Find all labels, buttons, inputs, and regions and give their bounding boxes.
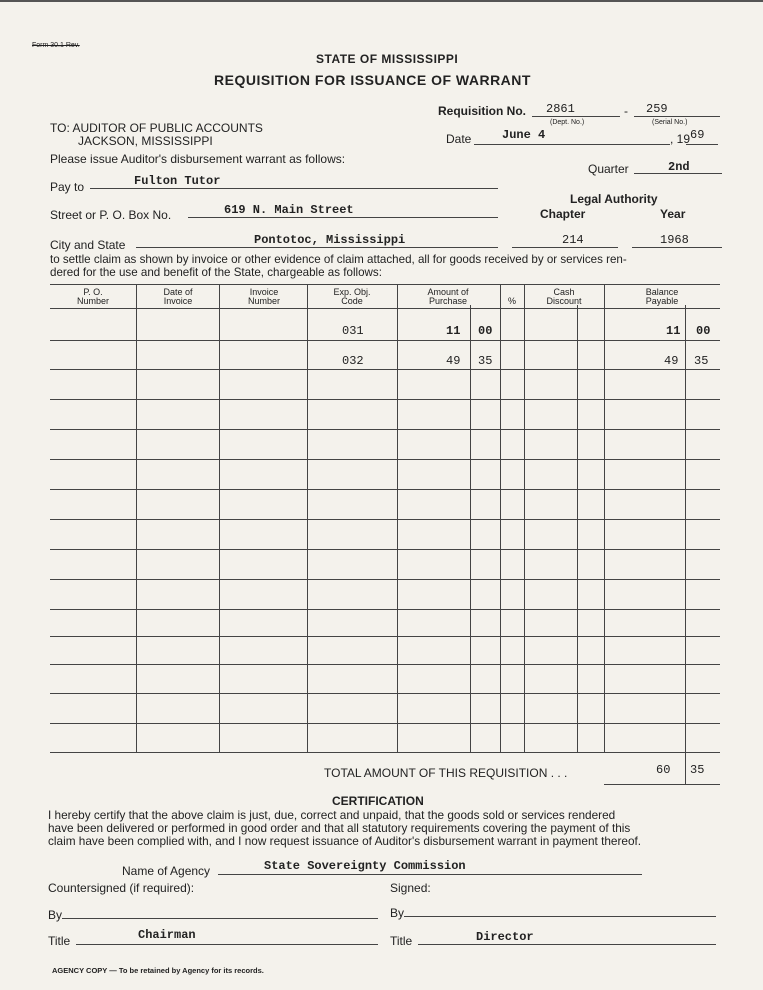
city-line — [136, 247, 498, 248]
row2-balance-dollars: 49 — [664, 354, 679, 368]
date-value: June 4 — [502, 128, 546, 142]
legal-authority-heading: Legal Authority — [570, 192, 658, 206]
date-label: Date — [446, 132, 472, 146]
agency-line — [218, 874, 642, 875]
col-divider — [219, 284, 220, 752]
countersigned-label: Countersigned (if required): — [48, 881, 195, 895]
by2-label: By — [390, 906, 405, 920]
page-title: REQUISITION FOR ISSUANCE OF WARRANT — [214, 72, 531, 88]
requisition-dash: - — [624, 104, 628, 118]
row-divider — [50, 429, 720, 430]
street-label: Street or P. O. Box No. — [50, 208, 172, 222]
row-divider — [50, 664, 720, 665]
to-city: JACKSON, MISSISSIPPI — [78, 134, 213, 148]
row1-exp-code: 031 — [342, 324, 364, 338]
authority-year-line — [632, 247, 722, 248]
total-cents: 35 — [690, 763, 705, 777]
dept-no-caption: (Dept. No.) — [550, 119, 585, 126]
pay-to-line — [90, 188, 498, 189]
row1-balance-cents: 00 — [696, 324, 711, 338]
certification-line3: claim have been complied with, and I now request issuance of Auditor's disbursement warrant in payment thereof. — [48, 834, 642, 848]
title2-label: Title — [390, 934, 413, 948]
col-divider — [470, 305, 471, 752]
header-exp-code: Exp. Obj. Code — [333, 287, 371, 306]
by-label: By — [48, 908, 63, 922]
header-cash-discount: Cash Discount — [546, 287, 582, 306]
row-divider — [50, 579, 720, 580]
serial-no-caption: (Serial No.) — [652, 119, 688, 126]
row-divider — [50, 489, 720, 490]
row-divider — [50, 549, 720, 550]
city-value: Pontotoc, Mississippi — [254, 233, 406, 247]
row-divider — [50, 636, 720, 637]
date-year-prefix: , 19 — [670, 132, 691, 146]
col-divider — [524, 284, 525, 752]
total-line — [604, 784, 720, 785]
row2-exp-code: 032 — [342, 354, 364, 368]
street-value: 619 N. Main Street — [224, 203, 354, 217]
chapter-line — [512, 247, 618, 248]
year-label: Year — [660, 207, 686, 221]
serial-no-value: 259 — [646, 102, 668, 116]
title-label: Title — [48, 934, 71, 948]
agency-value: State Sovereignty Commission — [264, 859, 466, 873]
top-border — [0, 0, 763, 8]
row1-balance-dollars: 11 — [666, 324, 681, 338]
quarter-value: 2nd — [668, 160, 690, 174]
by2-line — [404, 916, 716, 917]
title2-value: Director — [476, 930, 534, 944]
date-year-line — [686, 144, 718, 145]
quarter-label: Quarter — [588, 162, 629, 176]
total-label: TOTAL AMOUNT OF THIS REQUISITION . . . — [324, 766, 568, 780]
row-divider — [50, 723, 720, 724]
col-divider — [685, 305, 686, 785]
table-top-border — [50, 284, 720, 285]
by-line — [62, 918, 378, 919]
header-percent: % — [507, 296, 516, 306]
row-divider — [50, 340, 720, 341]
title-line — [76, 944, 378, 945]
instruction-text: Please issue Auditor's disbursement warrant as follows: — [50, 152, 346, 166]
col-divider — [500, 284, 501, 752]
title2-line — [418, 944, 716, 945]
state-heading: STATE OF MISSISSIPPI — [316, 52, 459, 66]
row-divider — [50, 693, 720, 694]
footer-note: AGENCY COPY — To be retained by Agency for its records. — [52, 966, 264, 975]
chapter-label: Chapter — [540, 207, 586, 221]
col-divider — [397, 284, 398, 752]
header-balance: Balance Payable — [645, 287, 679, 306]
to-auditor: TO: AUDITOR OF PUBLIC ACCOUNTS — [50, 121, 263, 135]
header-invoice: Invoice Number — [247, 287, 280, 306]
row-divider — [50, 752, 720, 753]
row-divider — [50, 369, 720, 370]
col-divider — [136, 284, 137, 752]
agency-label: Name of Agency — [122, 864, 211, 878]
row-divider — [50, 519, 720, 520]
date-line — [474, 144, 670, 145]
date-year-value: 69 — [690, 128, 705, 142]
form-number: Form 30.1 Rev. — [32, 42, 80, 49]
row2-balance-cents: 35 — [694, 354, 709, 368]
requisition-label: Requisition No. — [438, 104, 526, 118]
row-divider — [50, 459, 720, 460]
col-divider — [307, 284, 308, 752]
dept-no-line — [532, 116, 620, 117]
signed-label: Signed: — [390, 881, 431, 895]
city-label: City and State — [50, 238, 126, 252]
row-divider — [50, 609, 720, 610]
chapter-value: 214 — [562, 233, 584, 247]
certification-line1: I hereby certify that the above claim is just, due, correct and unpaid, that the goods sold or services rendered — [48, 808, 616, 822]
row1-amount-dollars: 11 — [446, 324, 461, 338]
authority-year-value: 1968 — [660, 233, 689, 247]
table-header-border — [50, 308, 720, 309]
certification-line2: have been delivered or performed in good order and that all statutory requirements covering the payment of this — [48, 821, 631, 835]
header-amount: Amount of Purchase — [427, 287, 469, 306]
pay-to-label: Pay to — [50, 180, 85, 194]
claim-text-line2: dered for the use and benefit of the State, chargeable as follows: — [50, 266, 382, 279]
row-divider — [50, 399, 720, 400]
total-dollars: 60 — [656, 763, 671, 777]
col-divider — [604, 284, 605, 752]
row2-amount-cents: 35 — [478, 354, 493, 368]
claim-text-line1: to settle claim as shown by invoice or other evidence of claim attached, all for goods received by or services ren- — [50, 253, 627, 266]
serial-no-line — [634, 116, 720, 117]
dept-no-value: 2861 — [546, 102, 575, 116]
header-po: P. O. Number — [76, 287, 109, 306]
street-line — [188, 217, 498, 218]
row1-amount-cents: 00 — [478, 324, 493, 338]
title-value: Chairman — [138, 928, 196, 942]
col-divider — [577, 305, 578, 752]
pay-to-value: Fulton Tutor — [134, 174, 221, 188]
certification-heading: CERTIFICATION — [332, 794, 424, 808]
header-date: Date of Invoice — [163, 287, 193, 306]
row2-amount-dollars: 49 — [446, 354, 461, 368]
